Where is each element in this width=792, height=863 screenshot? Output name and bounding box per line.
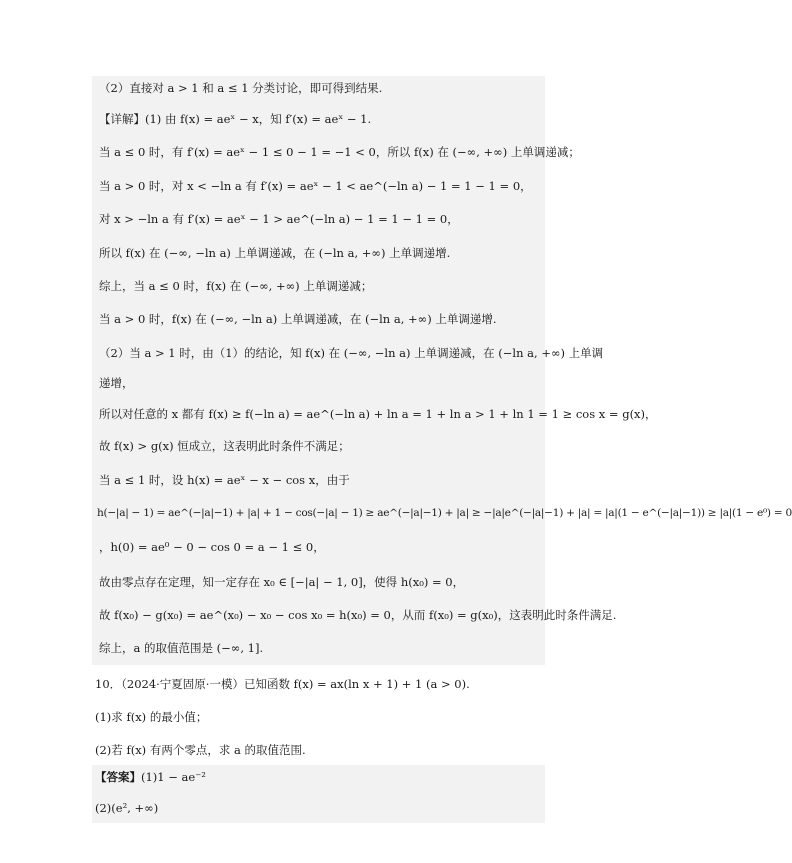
solution-line-5: 对 x > −ln a 有 f′(x) = aeˣ − 1 > ae^(−ln a) − 1 = 1 − 1 = 0， (99, 212, 459, 226)
solution-line-13: 当 a ≤ 1 时，设 h(x) = aeˣ − x − cos x，由于 (99, 473, 350, 487)
answer-label: 【答案】 (95, 770, 141, 784)
solution-line-3: 当 a ≤ 0 时，有 f′(x) = aeˣ − 1 ≤ 0 − 1 = −1 < 0，所以 f(x) 在 (−∞, +∞) 上单调递减； (99, 145, 580, 159)
question-2: (2)若 f(x) 有两个零点，求 a 的取值范围. (95, 743, 306, 757)
solution-line-8: 当 a > 0 时，f(x) 在 (−∞, −ln a) 上单调递减，在 (−ln a, +∞) 上单调递增. (99, 312, 497, 326)
problem-header: 10．（2024·宁夏固原·一模）已知函数 f(x) = ax(ln x + 1) + 1 (a > 0). (95, 677, 470, 691)
solution-line-12: 故 f(x) > g(x) 恒成立，这表明此时条件不满足； (99, 439, 350, 453)
solution-line-6: 所以 f(x) 在 (−∞, −ln a) 上单调递减，在 (−ln a, +∞) 上单调递增. (99, 246, 451, 260)
solution-line-1: （2）直接对 a > 1 和 a ≤ 1 分类讨论，即可得到结果. (99, 81, 383, 95)
solution-line-18: 综上，a 的取值范围是 (−∞, 1]. (99, 641, 264, 655)
solution-line-9: （2）当 a > 1 时，由（1）的结论，知 f(x) 在 (−∞, −ln a) 上单调递减，在 (−ln a, +∞) 上单调 (99, 346, 604, 360)
solution-line-17: 故 f(x₀) − g(x₀) = ae^(x₀) − x₀ − cos x₀ = h(x₀) = 0，从而 f(x₀) = g(x₀)，这表明此时条件满足. (99, 608, 617, 622)
answer-line-1 (95, 769, 206, 785)
question-1: (1)求 f(x) 的最小值； (95, 710, 208, 724)
solution-line-2: 【详解】(1) 由 f(x) = aeˣ − x，知 f′(x) = aeˣ − 1. (99, 112, 372, 126)
solution-line-15: ，h(0) = ae⁰ − 0 − cos 0 = a − 1 ≤ 0， (99, 540, 325, 554)
solution-line-11: 所以对任意的 x 都有 f(x) ≥ f(−ln a) = ae^(−ln a) + ln a = 1 + ln a > 1 + ln 1 = 1 ≥ cos x = g(x)， (99, 407, 657, 421)
solution-line-10: 递增， (99, 376, 134, 390)
answer-1: (1)1 − ae⁻² (141, 770, 206, 784)
solution-line-7: 综上，当 a ≤ 0 时，f(x) 在 (−∞, +∞) 上单调递减； (99, 279, 373, 293)
solution-line-4: 当 a > 0 时，对 x < −ln a 有 f′(x) = aeˣ − 1 < ae^(−ln a) − 1 = 1 − 1 = 0， (99, 179, 532, 193)
solution-line-14: h(−|a| − 1) = ae^(−|a|−1) + |a| + 1 − cos(−|a| − 1) ≥ ae^(−|a|−1) + |a| ≥ −|a|e^(−|a|−1) + |a| = |a|(1 − e^(−|a|−1)) ≥ |a|(1 − e⁰) = 0 (97, 507, 792, 519)
answer-2: (2)(e², +∞) (95, 801, 159, 815)
solution-line-16: 故由零点存在定理，知一定存在 x₀ ∈ [−|a| − 1, 0]，使得 h(x₀) = 0， (99, 575, 465, 589)
